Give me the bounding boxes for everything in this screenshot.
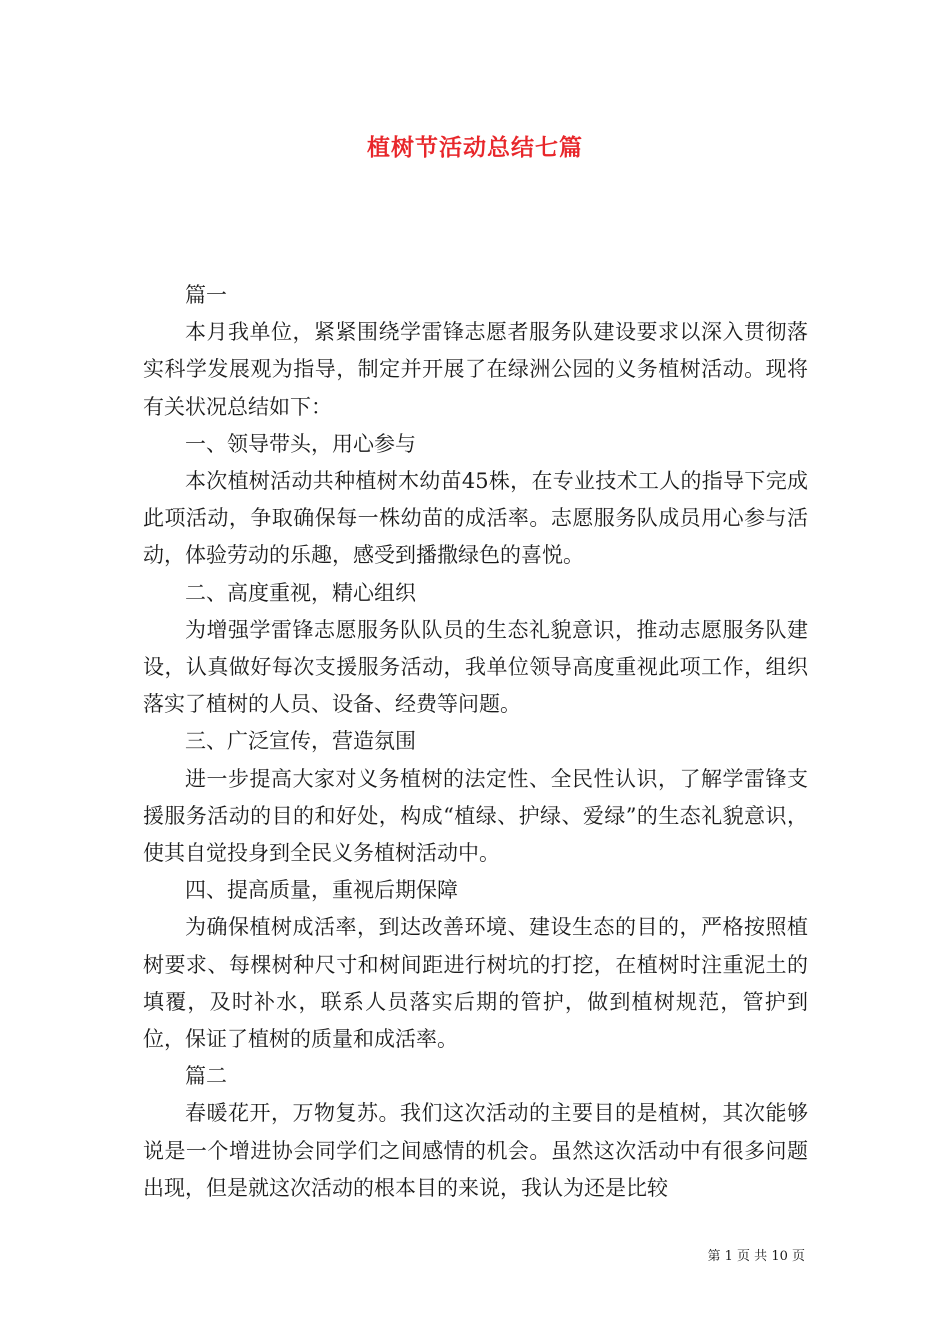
page-number-footer: 第 1 页 共 10 页 [707, 1249, 805, 1264]
section-heading: 篇一 [185, 283, 227, 307]
paragraph: 本月我单位，紧紧围绕学雷锋志愿者服务队建设要求以深入贯彻落实科学发展观为指导，制定并开展了在绿洲公园的义务植树活动。现将有关状况总结如下： [143, 320, 808, 419]
document-body [143, 277, 808, 1207]
subheading: 三、广泛宣传，营造氛围 [185, 729, 416, 754]
subheading: 二、高度重视，精心组织 [185, 580, 416, 605]
subheading: 四、提高质量，重视后期保障 [185, 878, 458, 903]
subheading: 一、领导带头，用心参与 [185, 431, 416, 456]
paragraph: 进一步提高大家对义务植树的法定性、全民性认识，了解学雷锋支援服务活动的目的和好处，构成“植绿、护绿、爱绿”的生态礼貌意识，使其自觉投身到全民义务植树活动中。 [143, 766, 808, 866]
document-title: 植树节活动总结七篇 [367, 134, 583, 161]
paragraph: 为确保植树成活率，到达改善环境、建设生态的目的，严格按照植树要求、每棵树种尺寸和树间距进行树坑的打挖，在植树时注重泥土的填覆，及时补水，联系人员落实后期的管护，做到植树规范，管护到位，保证了植树的质量和成活率。 [143, 915, 808, 1052]
paragraph: 本次植树活动共种植树木幼苗45株，在专业技术工人的指导下完成此项活动，争取确保每一株幼苗的成活率。志愿服务队成员用心参与活动，体验劳动的乐趣，感受到播撒绿色的喜悦。 [143, 469, 808, 568]
paragraph: 春暖花开，万物复苏。我们这次活动的主要目的是植树，其次能够说是一个增进协会同学们之间感情的机会。虽然这次活动中有很多问题出现，但是就这次活动的根本目的来说，我认为还是比较 [143, 1101, 808, 1200]
section-heading: 篇二 [185, 1064, 227, 1089]
paragraph: 为增强学雷锋志愿服务队队员的生态礼貌意识，推动志愿服务队建设，认真做好每次支援服务活动，我单位领导高度重视此项工作，组织落实了植树的人员、设备、经费等问题。 [143, 617, 808, 717]
